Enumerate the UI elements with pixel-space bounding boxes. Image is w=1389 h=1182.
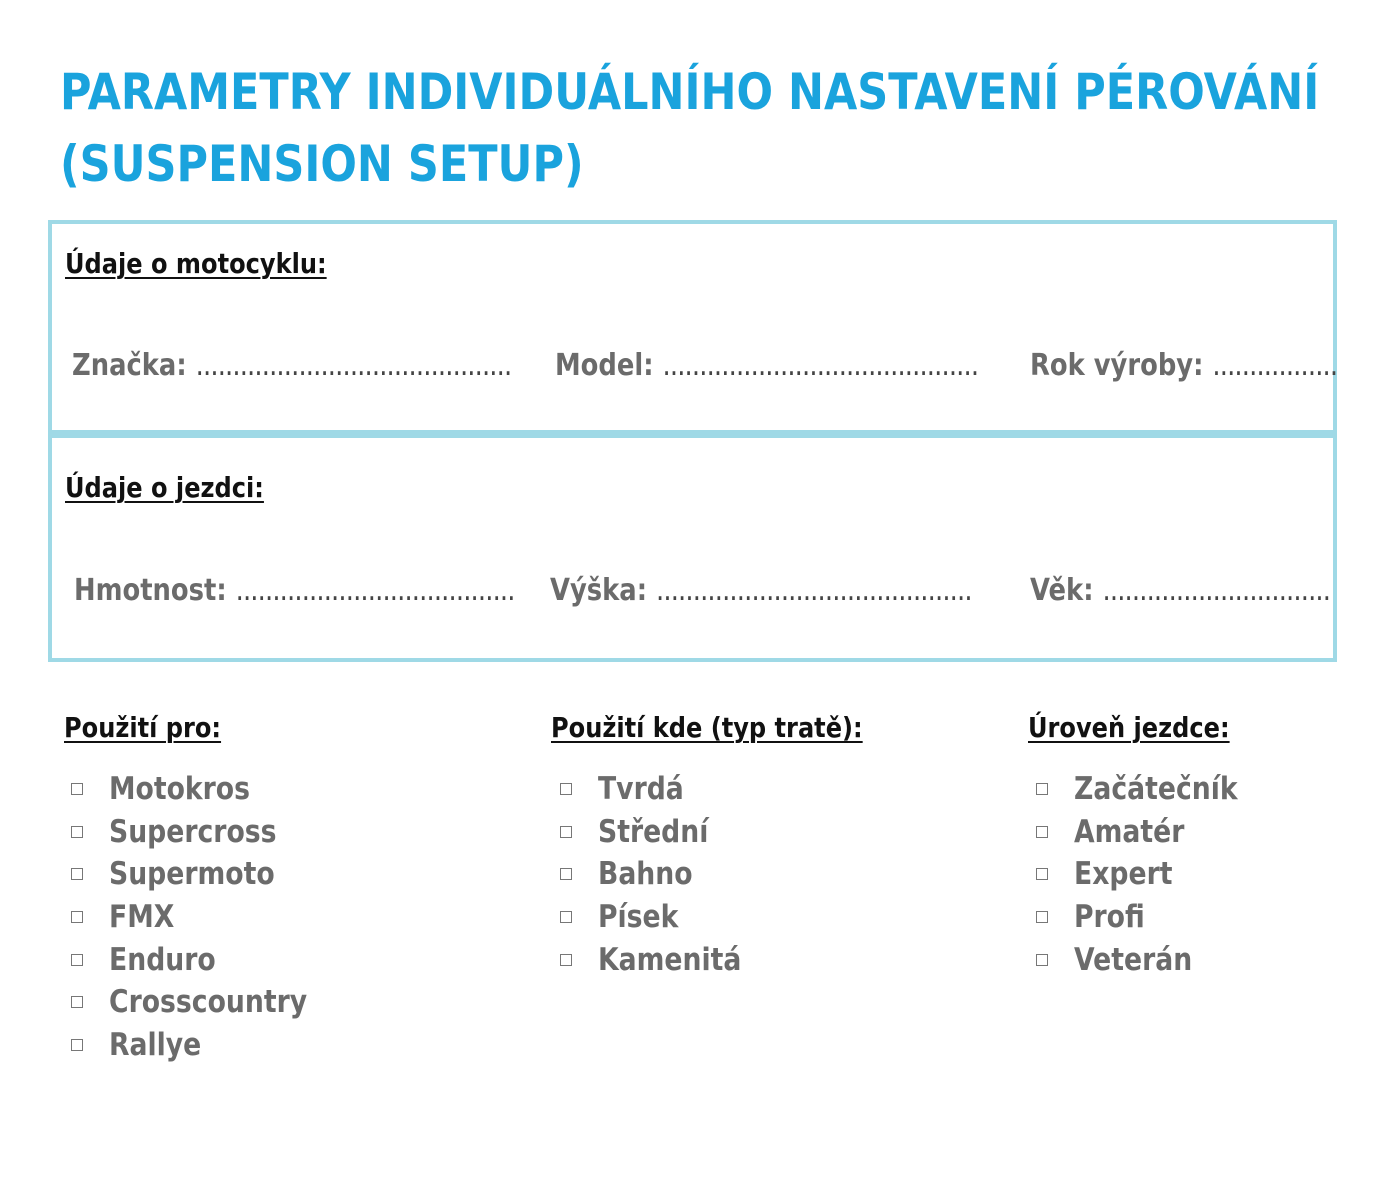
checkbox[interactable] (1036, 826, 1048, 838)
terrain-option[interactable] (553, 896, 765, 939)
level-option[interactable] (1029, 811, 1264, 854)
year-field[interactable] (1030, 348, 1337, 384)
checkbox[interactable] (560, 911, 572, 923)
level-option-label: Amatér (1074, 813, 1185, 850)
height-label: Výška: (550, 573, 648, 608)
usage-option[interactable] (64, 811, 339, 854)
brand-label: Značka: (72, 348, 187, 383)
usage-option[interactable] (64, 1024, 339, 1067)
checkbox[interactable] (560, 954, 572, 966)
level-option-label: Veterán (1074, 941, 1193, 978)
level-heading: Úroveň jezdce: (1028, 711, 1230, 744)
usage-option-label: Crosscountry (109, 984, 308, 1021)
checkbox[interactable] (560, 826, 572, 838)
usage-checklist (64, 768, 339, 1066)
checkbox[interactable] (1036, 868, 1048, 880)
model-label: Model: (555, 348, 654, 383)
terrain-option-label: Písek (598, 899, 679, 936)
weight-input-line[interactable]: ...................................... (235, 573, 515, 608)
model-input-line[interactable]: ........................................... (662, 348, 979, 383)
height-input-line[interactable]: ........................................... (656, 573, 972, 608)
level-option[interactable] (1029, 853, 1264, 896)
checkbox[interactable] (560, 868, 572, 880)
usage-option-label: Supercross (109, 813, 277, 850)
terrain-heading: Použití kde (typ tratě): (551, 711, 863, 744)
age-field[interactable] (1030, 573, 1330, 609)
checkbox[interactable] (71, 868, 83, 880)
level-checklist (1029, 768, 1264, 981)
usage-option[interactable] (64, 938, 339, 981)
usage-option-label: Rallye (109, 1026, 202, 1063)
level-option-label: Expert (1074, 856, 1173, 893)
checkbox[interactable] (71, 954, 83, 966)
usage-option-label: Supermoto (109, 856, 275, 893)
level-option[interactable] (1029, 896, 1264, 939)
terrain-option[interactable] (553, 938, 765, 981)
checkbox[interactable] (1036, 911, 1048, 923)
usage-option[interactable] (64, 768, 339, 811)
brand-input-line[interactable]: ........................................... (195, 348, 512, 383)
age-label: Věk: (1030, 573, 1094, 608)
level-option[interactable] (1029, 768, 1264, 811)
usage-heading: Použití pro: (64, 711, 222, 744)
usage-option[interactable] (64, 981, 339, 1024)
terrain-checklist (553, 768, 765, 981)
checkbox[interactable] (71, 783, 83, 795)
height-field[interactable] (550, 573, 972, 609)
motorcycle-info-box (48, 220, 1337, 434)
weight-label: Hmotnost: (74, 573, 227, 608)
rider-heading: Údaje o jezdci: (65, 471, 264, 504)
year-input-line[interactable]: ................. (1212, 348, 1338, 383)
page-title (60, 56, 1320, 200)
usage-option[interactable] (64, 853, 339, 896)
terrain-option[interactable] (553, 811, 765, 854)
checkbox[interactable] (560, 783, 572, 795)
level-option-label: Začátečník (1074, 771, 1238, 808)
checkbox[interactable] (1036, 954, 1048, 966)
terrain-option[interactable] (553, 853, 765, 896)
rider-info-box (48, 434, 1337, 662)
checkbox[interactable] (71, 996, 83, 1008)
usage-option[interactable] (64, 896, 339, 939)
checkbox[interactable] (71, 1039, 83, 1051)
terrain-option[interactable] (553, 768, 765, 811)
page-title-line-1: PARAMETRY INDIVIDUÁLNÍHO NASTAVENÍ PÉROVÁNÍ (60, 63, 1320, 121)
usage-option-label: FMX (109, 899, 175, 936)
checkbox[interactable] (71, 911, 83, 923)
checkbox[interactable] (1036, 783, 1048, 795)
usage-option-label: Motokros (109, 771, 250, 808)
year-label: Rok výroby: (1030, 348, 1204, 383)
usage-option-label: Enduro (109, 941, 216, 978)
checkbox[interactable] (71, 826, 83, 838)
page-title-line-2: (SUSPENSION SETUP) (60, 135, 584, 193)
terrain-option-label: Tvrdá (598, 771, 684, 808)
level-option[interactable] (1029, 938, 1264, 981)
weight-field[interactable] (74, 573, 515, 609)
motorcycle-heading: Údaje o motocyklu: (65, 247, 327, 280)
terrain-option-label: Kamenitá (598, 941, 742, 978)
brand-field[interactable] (72, 348, 511, 384)
age-input-line[interactable]: ............................... (1102, 573, 1331, 608)
terrain-option-label: Střední (598, 813, 709, 850)
model-field[interactable] (555, 348, 978, 384)
terrain-option-label: Bahno (598, 856, 693, 893)
level-option-label: Profi (1074, 899, 1145, 936)
